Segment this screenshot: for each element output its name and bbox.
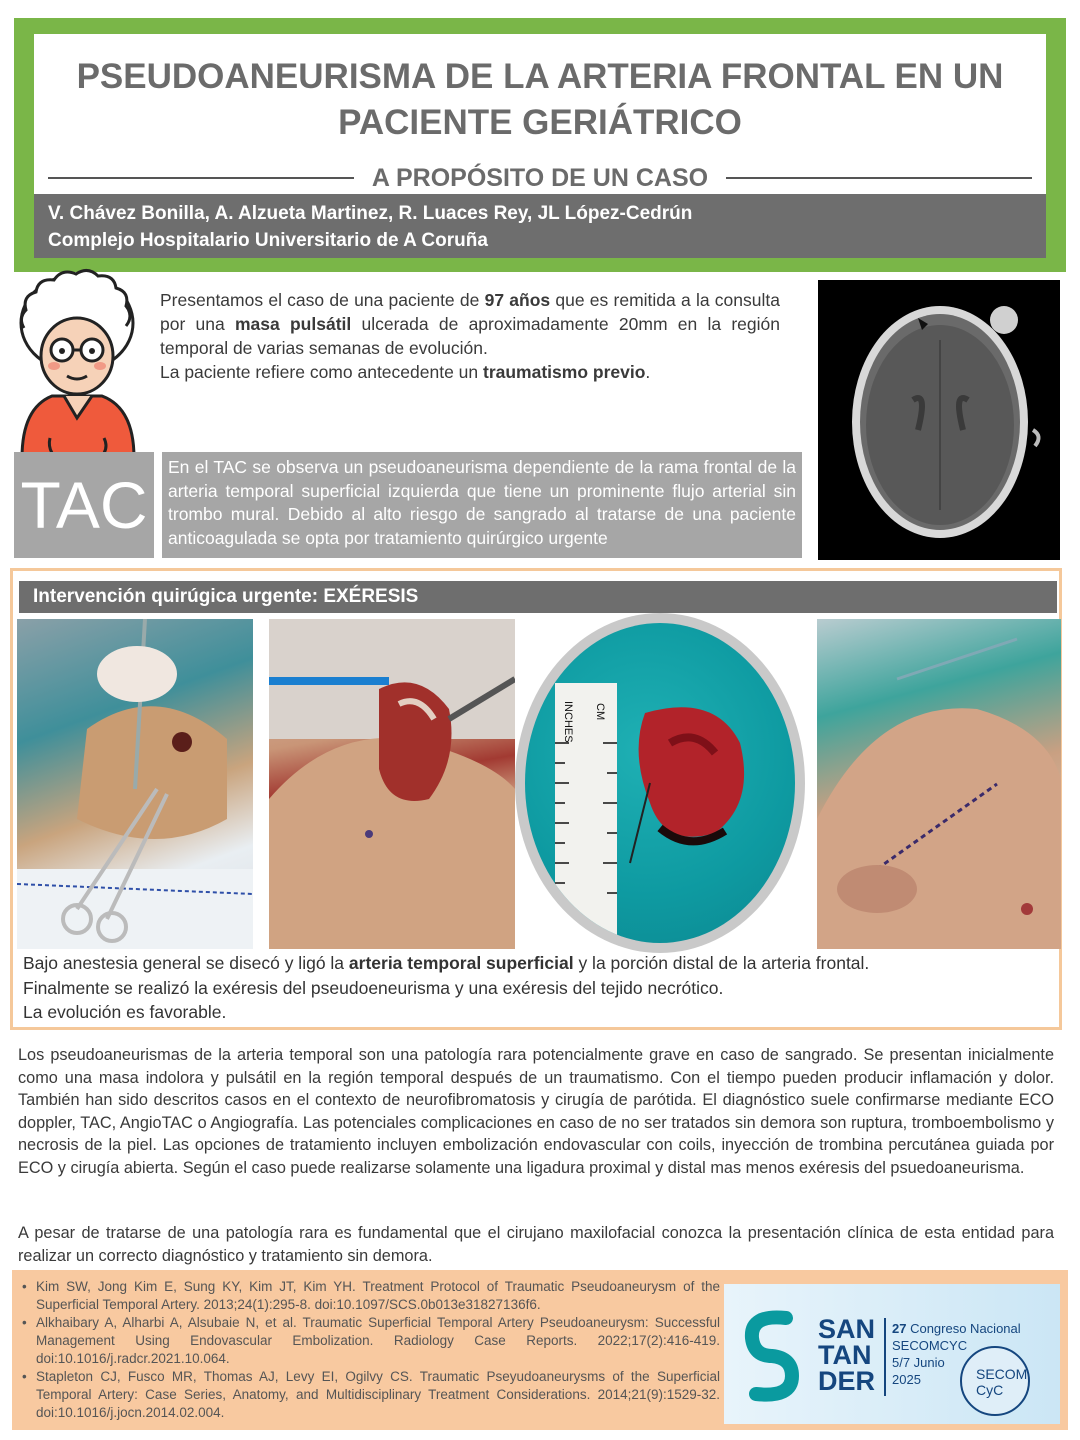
city-line-1: SAN: [818, 1314, 876, 1344]
congress-year: 2025: [892, 1372, 921, 1387]
congress-number: 27: [892, 1321, 907, 1336]
subtitle-right-rule: [726, 177, 1032, 179]
seal-line-1: SECOM: [976, 1366, 1028, 1382]
congress-title-text: Congreso Nacional: [906, 1321, 1021, 1336]
conclusion-paragraph: A pesar de tratarse de una patología rara es fundamental que el cirujano maxilofacial conozca la presentación clínica de esta entidad para realizar un correcto diagnóstico y tratamiento sin demora.: [18, 1224, 1054, 1265]
city-line-2: TAN: [818, 1340, 872, 1370]
title-panel: [34, 34, 1046, 200]
surgery-photo-dissection: [17, 619, 253, 949]
subtitle-left-rule: [48, 177, 354, 179]
case-text: La paciente refiere como antecedente un: [160, 362, 483, 382]
surgery-panel: [10, 568, 1062, 1030]
ruler-cm-label: CM: [594, 703, 606, 721]
title-line-1: PSEUDOANEURISMA DE LA ARTERIA FRONTAL EN UN: [76, 57, 1004, 96]
case-text: ulcerada de aproximadamente 20mm en la región temporal de varias semanas de evolución.: [160, 314, 780, 358]
case-paragraph-1: [160, 288, 780, 360]
case-text: .: [645, 362, 651, 382]
congress-society: SECOMCYC: [892, 1338, 968, 1353]
case-presentation: [160, 288, 780, 384]
surgery-text: y la porción distal de la arteria frontal.: [573, 953, 870, 973]
discussion-paragraph: Los pseudoaneurismas de la arteria temporal son una patología rara potencialmente grave en caso de sangrado. Se presentan inicialmente como una masa indolora y pulsátil en la región temporal después de un traumatismo. Con el tiempo pueden producir inflamación y dolor. También han sido descritos casos en el contexto de neurofibromatosis y cirugía de parótida. El diagnóstico suele confirmarse mediante ECO doppler, TAC, AngioTAC o Angiografía. Las potenciales complicaciones en caso de no ser tratados sin demora son ruptura, tromboembolismo y necrosis de la piel. Las opciones de tratamiento incluyen embolización endovascular con coils, inyección de trombina percutánea guiada por ECO y cirugía abierta. Según el caso puede realizarse solamente una ligadura proximal y distal mas menos exéresis del psuedoaneurisma.: [18, 1046, 1054, 1177]
congress-dates: 5/7 Junio: [892, 1355, 945, 1370]
secomcyc-s-logo-icon: [740, 1308, 804, 1404]
specimen-photo-frame: [515, 613, 805, 953]
case-paragraph-2: [160, 360, 780, 384]
congress-title: [892, 1320, 1021, 1337]
surgery-description: [23, 951, 1053, 1025]
ruler-inches-label: INCHES: [562, 701, 574, 743]
surgery-line-2: Finalmente se realizó la exéresis del pseudoeneurisma y una exéresis del tejido necrótico.: [23, 977, 724, 998]
specimen-photo: [525, 623, 795, 943]
congress-logo: [724, 1284, 1060, 1424]
ct-scan-image: [818, 280, 1060, 560]
case-text: que es remitida a la consulta por una: [160, 290, 780, 334]
reference-item: • Kim SW, Jong Kim E, Sung KY, Kim JT, Kim YH. Treatment Protocol of Traumatic Pseudoaneurysm of the Superficial Temporal Artery. 2013;24(1):295-8. doi:10.1097/SCS.0b013e31827136f6.: [20, 1278, 720, 1314]
header-frame: [14, 18, 1066, 272]
prior-trauma: traumatismo previo: [483, 362, 646, 382]
surgery-photo-exposure: [269, 619, 515, 949]
tac-findings: En el TAC se observa un pseudoaneurisma dependiente de la rama frontal de la arteria temporal superficial izquierda que tiene un prominente flujo arterial sin trombo mural. Debido al alto riesgo de sangrado al tratarse de una paciente anticoagulada se opta por tratamiento quirúrgico urgente: [162, 452, 802, 558]
seal-line-2: CyC: [976, 1382, 1004, 1398]
institution: Complejo Hospitalario Universitario de A Coruña: [48, 230, 488, 251]
case-text: Presentamos el caso de una paciente de: [160, 290, 485, 310]
surgery-text: Bajo anestesia general se disecó y ligó la: [23, 953, 349, 973]
authors-banner: [34, 194, 1046, 258]
title-line-2: PACIENTE GERIÁTRICO: [338, 103, 742, 142]
reference-item: • Alkhaibary A, Alharbi A, Alsubaie N, et al. Traumatic Superficial Temporal Artery Pseudoaneurysm: Successful Management Using Endovascular Embolization. Radiology Case Reports. 2022;17(2):416-419. doi:10.1016/j.radcr.2021.10.064.: [20, 1314, 720, 1368]
elderly-patient-icon: [12, 268, 142, 458]
surgery-photo-closure: [817, 619, 1061, 949]
pulsatile-mass: masa pulsátil: [234, 314, 352, 334]
poster-subtitle: A PROPÓSITO DE UN CASO: [371, 163, 709, 192]
poster-title: [34, 54, 1046, 146]
tac-label: TAC: [14, 452, 154, 558]
patient-age: 97 años: [484, 290, 551, 310]
references-panel: [12, 1270, 1068, 1430]
superficial-temporal-artery: arteria temporal superficial: [348, 953, 574, 973]
society-seal-text: [976, 1366, 1027, 1398]
logo-divider: [884, 1318, 886, 1396]
reference-item: • Stapleton CJ, Fusco MR, Thomas AJ, Levy EI, Ogilvy CS. Traumatic Pseyudoaneurysms of the Superficial Temporal Artery: Case Series, Anatomy, and Multidisciplinary Treatment Considerations. 2014;21(9):1529-32. doi:10.1016/j.jocn.2014.02.004.: [20, 1368, 720, 1422]
surgery-heading: Intervención quirúgica urgente: EXÉRESIS: [19, 581, 1057, 613]
reference-list: [20, 1278, 720, 1422]
city-line-3: DER: [818, 1366, 876, 1396]
santander-wordmark: [818, 1316, 875, 1394]
subtitle-row: [48, 158, 1032, 198]
authors-list: V. Chávez Bonilla, A. Alzueta Martinez, R. Luaces Rey, JL López-Cedrún: [48, 203, 693, 224]
surgery-line-3: La evolución es favorable.: [23, 1002, 227, 1022]
surgery-line-1: [23, 951, 1053, 976]
